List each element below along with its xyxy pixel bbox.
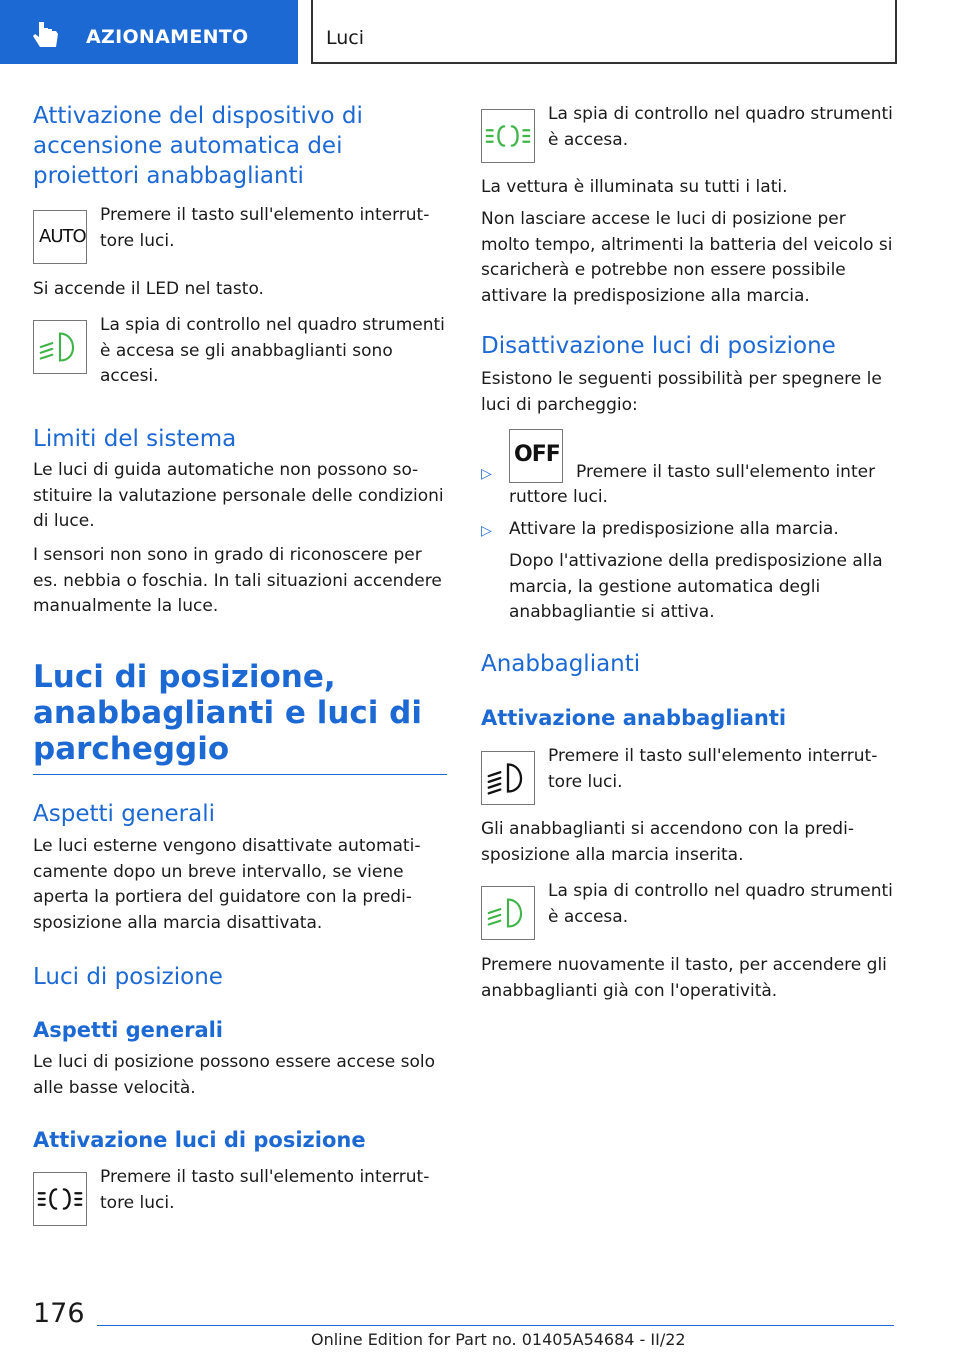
position-lights-indicator-icon — [481, 109, 535, 163]
section-divider — [33, 774, 447, 775]
deactivate-paragraph: Esistono le seguenti possibilità per spegnere le luci di parcheggio: — [481, 369, 882, 415]
bullet-2-detail: Dopo l'attivazione della predisposizione alla marcia, la gestione automatica degli anabbagliantie si attiva. — [509, 551, 883, 622]
illumination-note: La vettura è illuminata su tutti i lati. — [481, 177, 788, 197]
limits-paragraph-1: Le luci di guida automatiche non possono sostituire la valutazione personale delle condizioni di luce. — [33, 460, 444, 531]
low-beam-button-icon — [481, 751, 535, 805]
general-aspects-paragraph: Le luci esterne vengono disattivate automaticamente dopo un breve intervallo, se viene aperta la portiera del guidatore con la predisposizione alla marcia disattivata. — [33, 836, 421, 933]
low-beam-indicator-note: La spia di controllo nel quadro strumenti è accesa. — [548, 881, 893, 927]
off-button-icon — [509, 429, 563, 483]
position-lights-button-icon — [33, 1172, 87, 1226]
bullet-arrow-icon: ▷ — [481, 466, 492, 482]
heading-activate-low-beam: Attivazione anabbaglianti — [481, 706, 787, 730]
battery-warning: Non lasciare accese le luci di posizione per molto tempo, altrimenti la batteria del veicolo si scaricherà e potrebbe non essere possibile attivare la predisposizione alla marcia. — [481, 209, 893, 306]
heading-main-section: Luci di posizione, anabbaglianti e luci di parcheggio — [33, 659, 422, 767]
edition-note: Online Edition for Part no. 01405A54684 - II/22 — [311, 1330, 686, 1349]
chapter-title: Luci — [326, 27, 365, 49]
bullet-2: Attivare la predisposizione alla marcia. — [509, 519, 839, 539]
bullet-arrow-icon: ▷ — [481, 523, 492, 539]
heading-auto-lights: Attivazione del dispositivo di accensione automatica dei proiettori anabbaglianti — [33, 103, 363, 189]
off-icon-label: OFF — [514, 442, 560, 467]
chapter-title-box — [311, 0, 897, 64]
bullet-1-line-1: Premere il tasto sull'elemento inter — [576, 462, 876, 482]
page-number: 176 — [33, 1298, 85, 1329]
section-tab — [0, 0, 298, 64]
heading-system-limits: Limiti del sistema — [33, 426, 237, 452]
section-label: AZIONAMENTO — [86, 26, 249, 48]
heading-general-aspects-2: Aspetti generali — [33, 1018, 224, 1042]
activate-low-beam-instruction: Premere il tasto sull'elemento interruttore luci. — [548, 746, 878, 792]
heading-low-beam: Anabbaglianti — [481, 651, 641, 677]
auto-icon-label: AUTO — [39, 226, 86, 247]
auto-instruction: Premere il tasto sull'elemento interruttore luci. — [100, 205, 430, 251]
limits-paragraph-2: I sensori non sono in grado di riconoscere per es. nebbia o foschia. In tali situazioni accendere manualmente la luce. — [33, 545, 442, 616]
heading-general-aspects: Aspetti generali — [33, 801, 216, 827]
general-aspects-2-paragraph: Le luci di posizione possono essere accese solo alle basse velocità. — [33, 1052, 436, 1098]
heading-position-lights: Luci di posizione — [33, 964, 223, 990]
bullet-1-line-2: ruttore luci. — [509, 487, 608, 507]
low-beam-paragraph: Gli anabbaglianti si accendono con la predisposizione alla marcia inserita. — [481, 819, 854, 865]
final-paragraph: Premere nuovamente il tasto, per accendere gli anabbaglianti già con l'operatività. — [481, 955, 887, 1001]
auto-button-icon — [33, 210, 87, 264]
position-indicator-note: La spia di controllo nel quadro strumenti è accesa. — [548, 104, 893, 150]
low-beam-indicator-icon-2 — [481, 886, 535, 940]
heading-activate-position-lights: Attivazione luci di posizione — [33, 1128, 366, 1152]
footer-divider — [97, 1325, 894, 1326]
low-beam-indicator-icon — [33, 320, 87, 374]
indicator-auto-note: La spia di controllo nel quadro strumenti è accesa se gli anabbaglianti sono accesi. — [100, 315, 445, 386]
led-note: Si accende il LED nel tasto. — [33, 279, 264, 299]
activate-position-instruction: Premere il tasto sull'elemento interruttore luci. — [100, 1167, 430, 1213]
hand-pointer-icon — [30, 20, 64, 50]
heading-deactivate-position: Disattivazione luci di posizione — [481, 333, 836, 359]
